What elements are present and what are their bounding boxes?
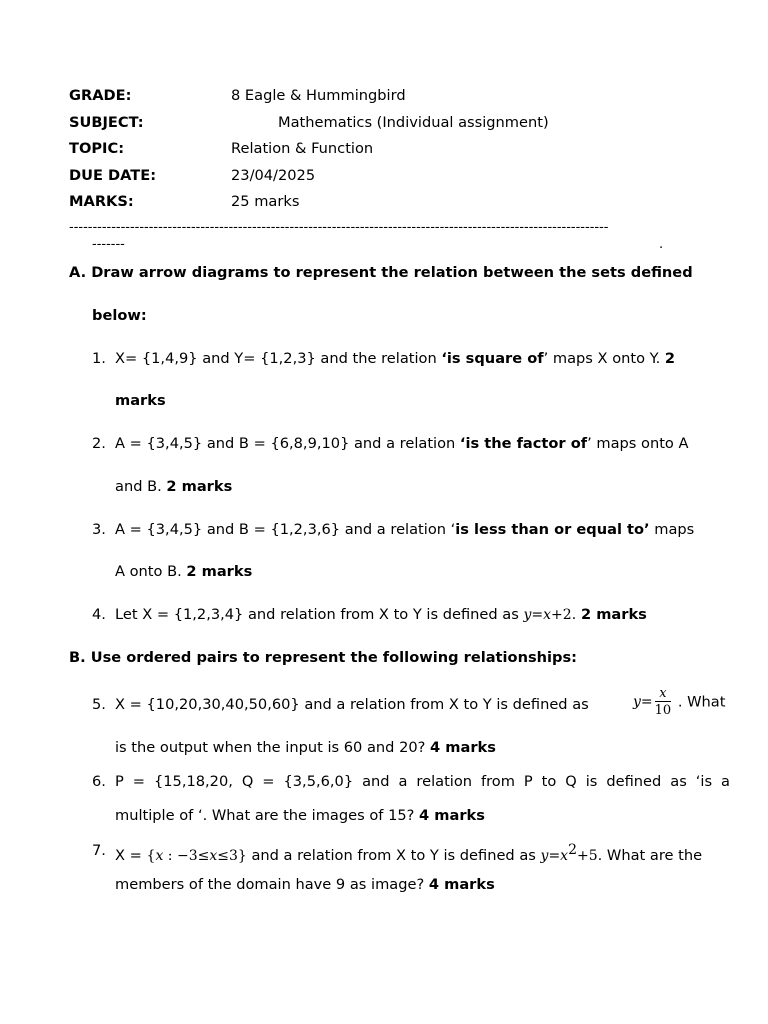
question-5-number: 5. (92, 696, 106, 713)
question-4-text: Let X = {1,2,3,4} and relation from X to Y is defined as y=x+2. 2 marks (115, 606, 647, 623)
subject-value: Mathematics (Individual assignment) (278, 114, 549, 131)
question-1-text: X= {1,4,9} and Y= {1,2,3} and the relation ‘is square of’ maps X onto Y. 2 (115, 350, 676, 367)
question-7-number: 7. (92, 842, 106, 859)
question-6-marks: 4 marks (419, 807, 485, 824)
question-3-text: A = {3,4,5} and B = {1,2,3,6} and a relation ‘is less than or equal to’ maps (115, 521, 695, 538)
divider-line: ------------------------------------------------------------------------------------------------------------------- (69, 220, 609, 235)
topic-value: Relation & Function (231, 140, 374, 157)
question-5-text: X = {10,20,30,40,50,60} and a relation from X to Y is defined as (115, 696, 589, 713)
subject-label: SUBJECT: (69, 114, 144, 131)
question-1-marks: 2 (664, 350, 676, 367)
question-7-marks: 4 marks (428, 876, 495, 893)
question-2-number: 2. (92, 435, 106, 452)
question-6-text-continuation: multiple of ‘. What are the images of 15? 4 marks (115, 807, 485, 824)
divider-dot: . (659, 237, 664, 252)
section-a-title: A. Draw arrow diagrams to represent the relation between the sets defined (69, 264, 693, 281)
equation-y-equals-x-over-10: y= $\frac{x}{10}$ . What (633, 686, 726, 718)
question-3-number: 3. (92, 521, 106, 538)
question-3-text-continuation: A onto B. 2 marks (115, 563, 253, 580)
equation-y-equals-x-squared-plus-5: $y=x^2+5$ (540, 842, 598, 864)
due-date-value: 23/04/2025 (231, 167, 316, 184)
question-7-text: X = {x : −3≤x≤3} and a relation from X to Y is defined as $y=x^2+5$. What are the (115, 842, 703, 864)
marks-value: 25 marks (231, 193, 300, 210)
grade-label: GRADE: (69, 87, 132, 104)
question-1-number: 1. (92, 350, 106, 367)
grade-value: 8 Eagle & Hummingbird (231, 87, 406, 104)
question-2-text-continuation: and B. 2 marks (115, 478, 233, 495)
divider-line-continuation: ------- (92, 237, 125, 252)
section-a-title-continuation: below: (92, 307, 147, 324)
section-b-title: B. Use ordered pairs to represent the following relationships: (69, 649, 578, 666)
question-4-number: 4. (92, 606, 106, 623)
question-5-marks: 4 marks (430, 739, 496, 756)
question-2-marks: 2 marks (166, 478, 233, 495)
set-builder-expression: {x : −3≤x≤3} (146, 847, 247, 864)
topic-label: TOPIC: (69, 140, 125, 157)
fraction: $\frac{x}{10}$ (654, 686, 672, 718)
question-1-marks-word: marks (115, 392, 166, 409)
question-3-marks: 2 marks (186, 563, 253, 580)
equation-y-equals-x-plus-2: y=x+2 (523, 607, 572, 623)
question-4-marks: 2 marks (580, 606, 647, 623)
question-5-text-continuation: is the output when the input is 60 and 20? 4 marks (115, 739, 496, 756)
question-6-text: P = {15,18,20, Q = {3,5,6,0} and a relation from P to Q is defined as ‘is a (115, 773, 730, 790)
question-7-text-continuation: members of the domain have 9 as image? 4 marks (115, 876, 495, 893)
question-2-text: A = {3,4,5} and B = {6,8,9,10} and a relation ‘is the factor of’ maps onto A (115, 435, 689, 452)
due-date-label: DUE DATE: (69, 167, 157, 184)
question-6-number: 6. (92, 773, 106, 790)
marks-label: MARKS: (69, 193, 134, 210)
